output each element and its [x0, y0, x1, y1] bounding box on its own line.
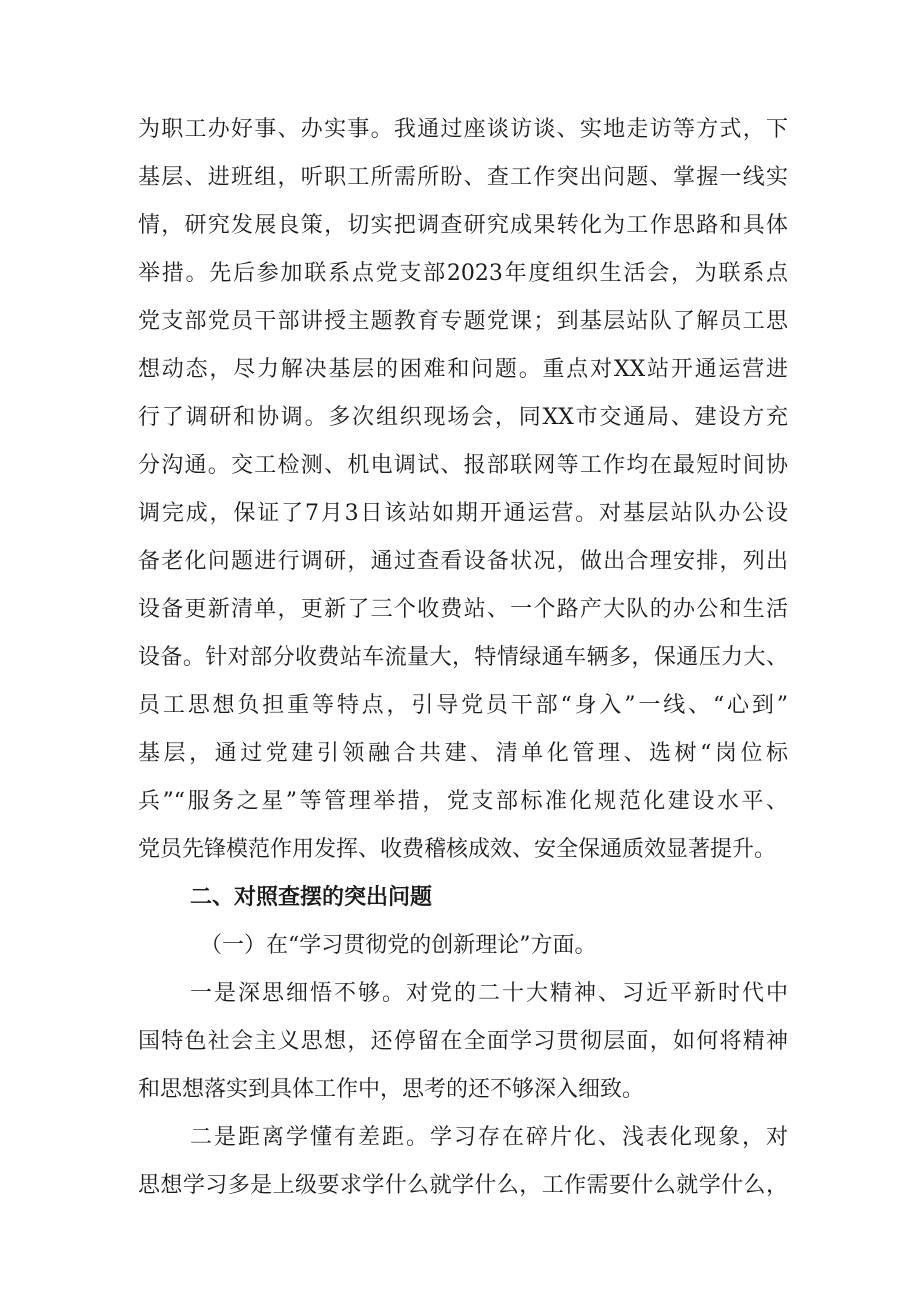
paragraph-line: 兵”“服务之星”等管理举措，党支部标准化规范化建设水平、 [138, 789, 788, 814]
paragraph-line: 党支部党员干部讲授主题教育专题党课；到基层站队了解员工思 [138, 309, 788, 334]
paragraph-line: 基层，通过党建引领融合共建、清单化管理、选树“岗位标 [138, 741, 788, 766]
paragraph-line: 分沟通。交工检测、机电调试、报部联网等工作均在最短时间协 [138, 453, 788, 478]
paragraph-line: 想动态，尽力解决基层的困难和问题。重点对XX站开通运营进 [138, 357, 788, 382]
paragraph-line: 一是深思细悟不够。对党的二十大精神、习近平新时代中 [190, 981, 788, 1006]
paragraph-line: 调完成，保证了7月3日该站如期开通运营。对基层站队办公设 [138, 501, 788, 526]
subsection-heading: （一）在“学习贯彻党的创新理论”方面。 [200, 933, 597, 958]
paragraph-line: 举措。先后参加联系点党支部2023年度组织生活会，为联系点 [138, 261, 788, 286]
paragraph-line: 设备。针对部分收费站车流量大，特情绿通车辆多，保通压力大、 [138, 645, 788, 670]
section-heading: 二、对照查摆的突出问题 [190, 885, 433, 910]
paragraph-line: 二是距离学懂有差距。学习存在碎片化、浅表化现象，对 [190, 1125, 788, 1150]
paragraph-line: 情，研究发展良策，切实把调查研究成果转化为工作思路和具体 [138, 213, 788, 238]
paragraph-line: 思想学习多是上级要求学什么就学什么，工作需要什么就学什么， [138, 1173, 788, 1198]
paragraph-line: 行了调研和协调。多次组织现场会，同XX市交通局、建设方充 [138, 405, 788, 430]
paragraph-line: 为职工办好事、办实事。我通过座谈访谈、实地走访等方式，下 [138, 117, 788, 142]
paragraph-line: 党员先锋模范作用发挥、收费稽核成效、安全保通质效显著提升。 [138, 837, 777, 862]
paragraph-line: 和思想落实到具体工作中，思考的还不够深入细致。 [138, 1077, 645, 1102]
paragraph-line: 设备更新清单，更新了三个收费站、一个路产大队的办公和生活 [138, 597, 788, 622]
paragraph-line: 基层、进班组，听职工所需所盼、查工作突出问题、掌握一线实 [138, 165, 788, 190]
paragraph-line: 员工思想负担重等特点，引导党员干部“身入”一线、“心到” [138, 693, 788, 718]
paragraph-line: 备老化问题进行调研，通过查看设备状况，做出合理安排，列出 [138, 549, 788, 574]
paragraph-line: 国特色社会主义思想，还停留在全面学习贯彻层面，如何将精神 [138, 1029, 788, 1054]
